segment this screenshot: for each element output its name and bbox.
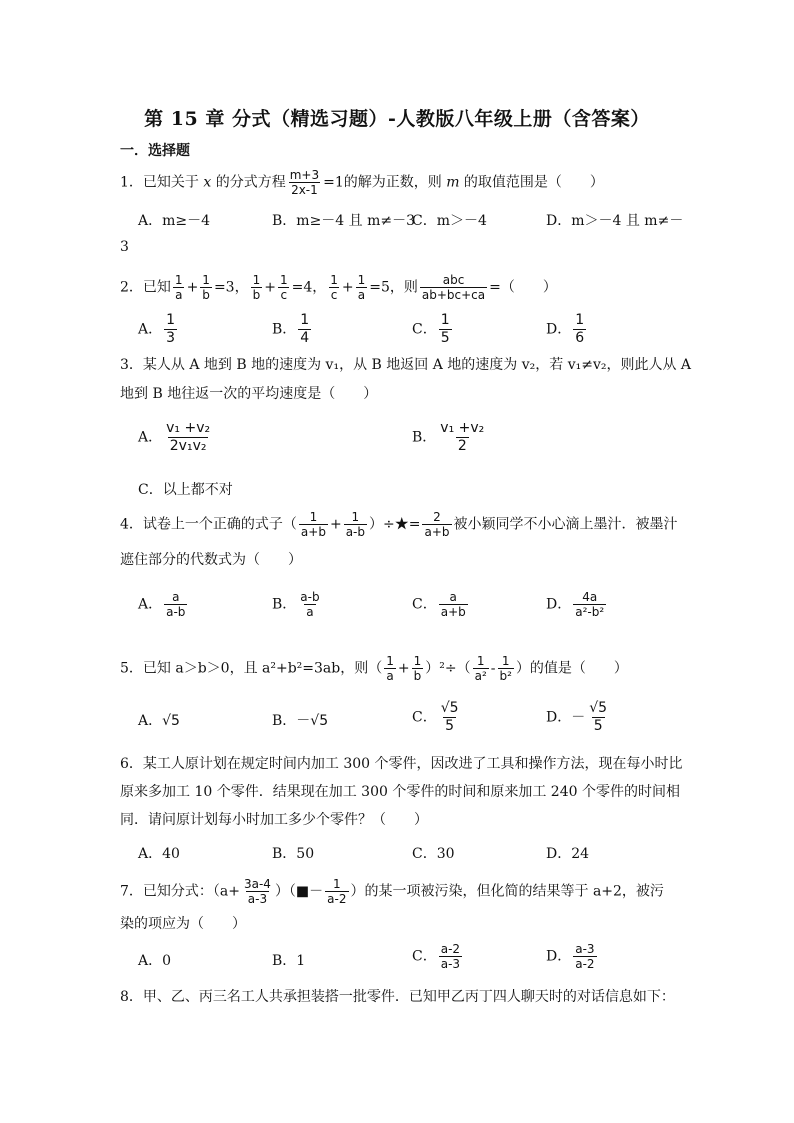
q3-option-c: C．以上都不对	[138, 482, 233, 498]
q2-option-a: A． $\frac{1}{3}$	[138, 312, 176, 346]
q6-option-c: C．30	[412, 846, 455, 862]
q3-option-b: B． $\frac{\text{v₁ +v₂}}{2}$	[412, 420, 485, 454]
question-1: 1．已知关于 x 的分式方程 $\frac{m+3}{2x-1}$ =1的解为正数，则 m 的取值范围是（ ）	[120, 168, 604, 197]
q1-option-c: C．m＞－4	[412, 213, 487, 229]
question-4-line-2: 遮住部分的代数式为（ ）	[120, 552, 302, 568]
q7-option-c: C． $\frac{a-2}{a-3}$	[412, 942, 461, 971]
page-title: 第 15 章 分式（精选习题）-人教版八年级上册（含答案）	[144, 108, 650, 130]
fraction: $\frac{m+3}{2x-1}$	[289, 168, 320, 197]
q4-option-a: A． $\frac{a}{a-b}$	[138, 590, 186, 619]
q4-option-d: D． $\frac{4a}{\text{a²-b²}}$	[546, 590, 605, 619]
q5-option-c: C． $\frac{√5}{5}$	[412, 700, 459, 734]
question-2: 2．已知 $\frac{1}{a}$ + $\frac{1}{b}$ =3， $\frac{1}{b}$ + $\frac{1}{c}$ =4， $\frac{1}{c}$ + $\frac{1}{a}$ =5，则 $\frac{\text{abc}}{ab+bc+ca}$ =（ ）	[120, 273, 557, 302]
question-3-line-1: 3．某人从 A 地到 B 地的速度为 v₁，从 B 地返回 A 地的速度为 v₂，若 v₁≠v₂，则此人从 A	[120, 357, 692, 373]
question-3-line-2: 地到 B 地往返一次的平均速度是（ ）	[120, 386, 378, 402]
q6-option-b: B．50	[272, 846, 315, 862]
question-6-line-3: 同．请问原计划每小时加工多少个零件？（ ）	[120, 812, 428, 828]
question-7-line-1: 7．已知分式：（a+ $\frac{3a-4}{a-3}$ ）（■－ $\frac{1}{a-2}$ ）的某一项被污染，但化简的结果等于 a+2，被污	[120, 877, 664, 906]
q1-wrap: 3	[120, 239, 129, 255]
q7-option-a: A．0	[138, 953, 172, 969]
q1-option-a: A．m≥－4	[138, 213, 211, 229]
q5-option-b: B．－√5	[272, 713, 329, 729]
q5-option-d: D．－ $\frac{√5}{5}$	[546, 700, 608, 734]
q1-option-b: B．m≥－4 且 m≠－3	[272, 213, 416, 229]
question-7-line-2: 染的项应为（ ）	[120, 916, 246, 932]
section-heading: 一．选择题	[120, 143, 190, 159]
q2-option-c: C． $\frac{1}{5}$	[412, 312, 450, 346]
question-6-line-1: 6．某工人原计划在规定时间内加工 300 个零件，因改进了工具和操作方法，现在每小时比	[120, 756, 683, 772]
q6-option-a: A．40	[138, 846, 180, 862]
question-5: 5．已知 a＞b＞0，且 a²+b²=3ab，则（ $\frac{1}{a}$ + $\frac{1}{b}$ ）²÷（ $\frac{1}{\text{a²}}$ - $\frac{1}{\text{b²}}$ ）的值是（ ）	[120, 654, 628, 683]
q5-option-a: A．√5	[138, 713, 180, 729]
question-4-line-1: 4．试卷上一个正确的式子（ $\frac{1}{a+b}$ + $\frac{1}{a-b}$ ）÷★= $\frac{2}{a+b}$ 被小颖同学不小心滴上墨汁．被墨汁	[120, 510, 678, 539]
q2-option-d: D． $\frac{1}{6}$	[546, 312, 585, 346]
q4-option-c: C． $\frac{a}{a+b}$	[412, 590, 466, 619]
q1-option-d: D．m＞－4 且 m≠－	[546, 213, 684, 229]
q3-option-a: A． $\frac{\text{v₁ +v₂}}{\text{2v₁v₂}}$	[138, 420, 211, 454]
q2-option-b: B． $\frac{1}{4}$	[272, 312, 310, 346]
question-8-line-1: 8．甲、乙、丙三名工人共承担装搭一批零件．已知甲乙丙丁四人聊天时的对话信息如下：	[120, 989, 675, 1005]
q6-option-d: D．24	[546, 846, 590, 862]
q4-option-b: B． $\frac{a-b}{a}$	[272, 590, 320, 619]
question-6-line-2: 原来多加工 10 个零件．结果现在加工 300 个零件的时间和原来加工 240 个零件的时间相	[120, 784, 680, 800]
q7-option-d: D． $\frac{a-3}{a-2}$	[546, 942, 595, 971]
q7-option-b: B．1	[272, 953, 306, 969]
